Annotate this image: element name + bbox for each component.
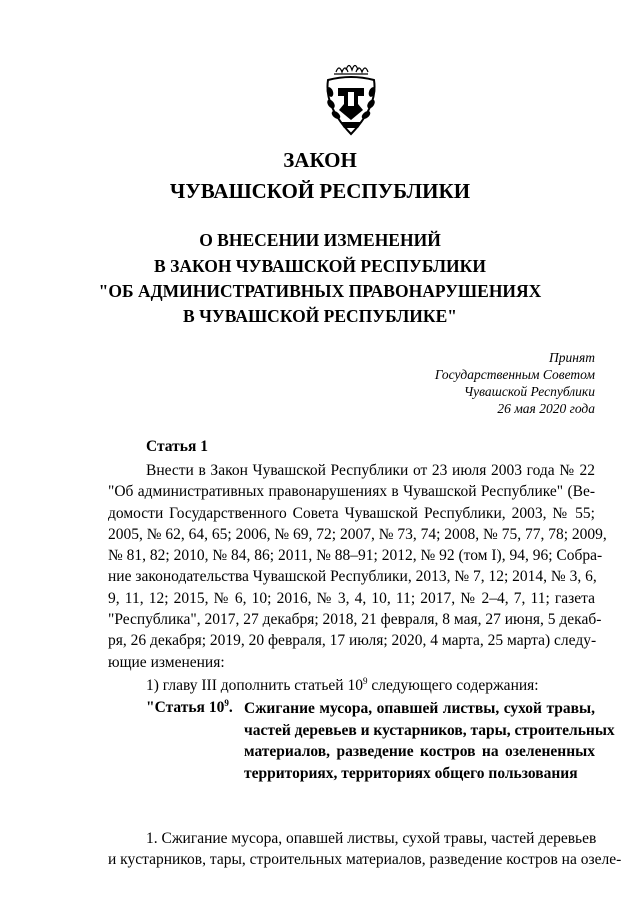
republic-title: ЧУВАШСКОЙ РЕСПУБЛИКИ: [169, 179, 471, 203]
adoption-line: Чувашской Республики: [463, 384, 595, 399]
text-line: ние законодательства Чувашской Республики, 2013, № 7, 12; 2014, № 3, 6,: [108, 568, 597, 586]
title-line: территориях, территориях общего пользования: [244, 764, 578, 782]
article-heading: Статья 1: [146, 438, 208, 455]
title-line: частей деревьев и кустарников, тары, строительных: [244, 721, 615, 739]
article-paragraph: [108, 828, 622, 871]
item-text: 1) главу III дополнить статьей 10: [146, 677, 363, 695]
new-article-superscript: 9: [224, 698, 229, 708]
subject-line: О ВНЕСЕНИИ ИЗМЕНЕНИЙ: [199, 230, 441, 250]
item-superscript: 9: [362, 676, 368, 686]
adoption-date: 26 мая 2020 года: [497, 401, 595, 416]
text-line: 9, 11, 12; 2015, № 6, 10; 2016, № 3, 4, 10, 11; 2017, № 2–4, 7, 11; газета: [108, 589, 595, 607]
law-title: ЗАКОН: [283, 148, 357, 172]
subject-line: В ЧУВАШСКОЙ РЕСПУБЛИКЕ": [183, 306, 457, 326]
text-line: ющие изменения:: [108, 653, 225, 671]
text-line: ря, 26 декабря; 2019, 20 февраля, 17 июля; 2020, 4 марта, 25 марта) следу-: [108, 632, 597, 650]
text-line: Внести в Закон Чувашской Республики от 23 июля 2003 года № 22: [146, 462, 595, 479]
new-article-number: [146, 698, 233, 717]
new-article-dot: .: [228, 699, 233, 717]
adoption-note: [435, 349, 595, 417]
text-line: № 81, 82; 2010, № 84, 86; 2011, № 88–91; 2012, № 92 (том I), 94, 96; Собра-: [108, 547, 603, 565]
text-line: "Об административных правонарушениях в Чувашской Республике" (Ве-: [108, 483, 595, 501]
text-line: 1. Сжигание мусора, опавшей листвы, сухой травы, частей деревьев: [146, 830, 597, 847]
subject-line: В ЗАКОН ЧУВАШСКОЙ РЕСПУБЛИКИ: [154, 256, 486, 276]
adoption-line: Государственным Советом: [434, 367, 595, 382]
adoption-line: Принят: [549, 350, 595, 365]
amendment-item: [146, 676, 539, 695]
subject-line: "ОБ АДМИНИСТРАТИВНЫХ ПРАВОНАРУШЕНИЯХ: [98, 281, 542, 301]
item-text-tail: следующего содержания:: [367, 677, 539, 695]
new-article-title: [244, 698, 615, 784]
new-article-label: "Статья 10: [146, 699, 225, 717]
text-line: 2005, № 62, 64, 65; 2006, № 69, 72; 2007, № 73, 74; 2008, № 75, 77, 78; 2009,: [108, 525, 607, 543]
title-line: Сжигание мусора, опавшей листвы, сухой травы,: [244, 700, 595, 717]
text-line: домости Государственного Совета Чувашской Республики, 2003, № 55;: [108, 504, 595, 522]
title-line: материалов, разведение костров на озелененных: [244, 743, 595, 760]
coat-of-arms-emblem: [318, 58, 384, 138]
text-line: "Республика", 2017, 27 декабря; 2018, 21 февраля, 8 мая, 27 июня, 5 декаб-: [108, 611, 602, 629]
article-paragraph: [108, 460, 607, 673]
text-line: и кустарников, тары, строительных материалов, разведение костров на озеле-: [108, 851, 622, 869]
